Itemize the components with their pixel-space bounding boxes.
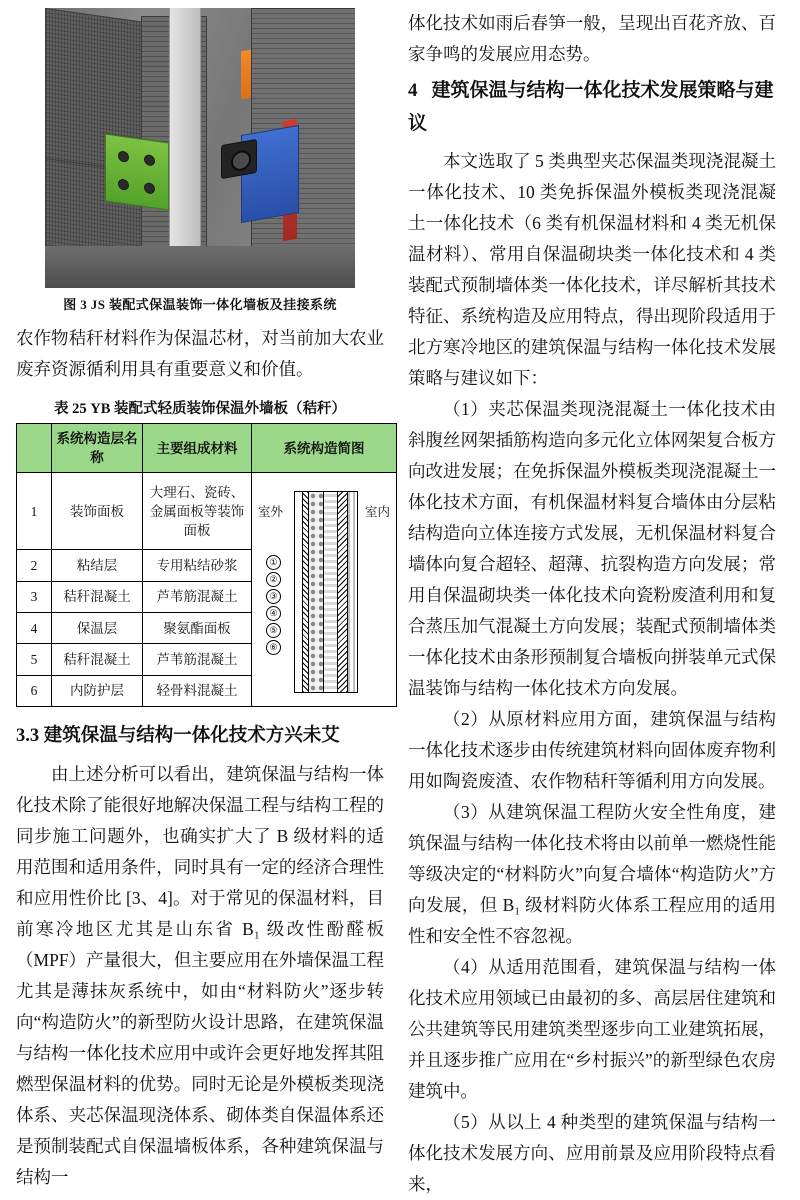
table-row — [17, 473, 397, 550]
cell-no: 1 — [17, 473, 52, 550]
callout-marker: ⑥ — [266, 640, 281, 655]
cell-layer-name: 秸秆混凝土 — [52, 581, 143, 612]
figure-3 — [45, 8, 355, 313]
paragraph-4-item-5: （5）从以上 4 种类型的建筑保温与结构一体化技术发展方向、应用前景及应用阶段特点看来， — [408, 1112, 776, 1194]
cell-no: 5 — [17, 644, 52, 675]
diagram-callouts — [266, 555, 281, 655]
cell-no: 3 — [17, 581, 52, 612]
section-heading-3-3: 3.3 建筑保温与结构一体化技术方兴未艾 — [16, 726, 340, 746]
cell-material: 聚氨酯面板 — [143, 612, 252, 643]
cell-layer-name: 装饰面板 — [52, 473, 143, 550]
callout-marker: ⑤ — [266, 623, 281, 638]
green-bracket-plate — [105, 134, 169, 211]
callout-marker: ② — [266, 572, 281, 587]
cell-layer-name: 秸秆混凝土 — [52, 644, 143, 675]
table-25 — [16, 423, 397, 707]
paragraph-3-3-1: 由上述分析可以看出，建筑保温与结构一体化技术除了能很好地解决保温工程与结构工程的同步施工问题外，也确实扩大了 B 级材料的适用范围和适用条件，同时具有一定的经济合理性和应用性价比 [3、4]。对于常见的保温材料，目前寒冷地区尤其是山东省 B₁ 级改性酚醛板（MPF）产量很大，但主要应用在外墙保温工程尤其是薄抹灰系统中，如由“材料防火”逐步转向“构造防火”的新型防火设计思路，在建筑保温与结构一体化技术应用中或许会更好地发挥其阻燃型保温材料的优势。同时无论是外模板类现浇体系、夹芯保温现浇体系、砌体类自保温体系还是预制装配式自保温墙板体系，各种建筑保温与结构一 — [16, 764, 384, 1187]
assembled-insulation-decoration-panel-photo — [45, 8, 355, 288]
paragraph-after-figure: 农作物秸秆材料作为保温芯材，对当前加大农业废弃资源循利用具有重要意义和价值。 — [16, 328, 384, 379]
table-header-diagram: 系统构造简图 — [252, 424, 397, 473]
cell-no: 2 — [17, 550, 52, 581]
paragraph-4-item-3: （3）从建筑保温工程防火安全性角度，建筑保温与结构一体化技术将由以前单一燃烧性能等级决定的“材料防火”向复合墙体“构造防火”方向发展，但 B₁ 级材料防火体系工程应用的适用性和安全性不容忽视。 — [408, 802, 776, 946]
callout-marker: ① — [266, 555, 281, 570]
paragraph-4-item-2: （2）从原材料应用方面，建筑保温与结构一体化技术逐步由传统建筑材料向固体废弃物利用如陶瓷废渣、农作物秸秆等循利用方向发展。 — [408, 709, 776, 791]
continued-paragraph: 体化技术如雨后春笋一般，呈现出百花齐放、百家争鸣的发展应用态势。 — [408, 13, 776, 64]
cell-layer-name: 内防护层 — [52, 675, 143, 706]
left-column — [16, 8, 390, 1187]
wall-construction-diagram — [252, 473, 397, 707]
cell-material: 芦苇筋混凝土 — [143, 581, 252, 612]
paragraph-4-item-4: （4）从适用范围看，建筑保温与结构一体化技术应用领域已由最初的多、高层居住建筑和公共建筑等民用建筑类型逐步向工业建筑拓展，并且逐步推广应用在“乡村振兴”的新型绿色农房建筑中。 — [408, 957, 776, 1101]
diagram-inside-label: 室内 — [364, 505, 390, 519]
cell-material: 专用粘结砂浆 — [143, 550, 252, 581]
right-column — [408, 8, 776, 1194]
section-number: 4 — [408, 80, 418, 101]
diagram-outside-label: 室外 — [258, 505, 284, 519]
section-heading-4 — [408, 74, 776, 140]
paragraph-4-item-1: （1）夹芯保温类现浇混凝土一体化技术由斜腹丝网架插筋构造向多元化立体网架复合板方向改进发展；在免拆保温外模板类现浇混凝土一体化技术方面，有机保温材料复合墙体由分层粘结构造向立体连接方式发展，无机保温材料复合墙体向复合超轻、超薄、抗裂构造方向发展；常用自保温砌块类一体化技术向瓷粉废渣利用和复合蒸压加气混凝土方向发展；装配式预制墙体类一体化技术由条形预制复合墙板向拼装单元式保温装饰与结构一体化技术方向发展。 — [408, 399, 776, 698]
callout-marker: ④ — [266, 606, 281, 621]
anchor-connector — [221, 139, 257, 179]
diagram-wall-layers — [294, 491, 358, 693]
table-header-row — [17, 424, 397, 473]
table-header-layer-name: 系统构造层名称 — [52, 424, 143, 473]
table-header-material: 主要组成材料 — [143, 424, 252, 473]
cell-no: 6 — [17, 675, 52, 706]
cell-layer-name: 保温层 — [52, 612, 143, 643]
cell-layer-name: 粘结层 — [52, 550, 143, 581]
table-header-no — [17, 424, 52, 473]
figure-caption: 图 3 JS 装配式保温装饰一体化墙板及挂接系统 — [63, 297, 337, 312]
callout-marker: ③ — [266, 589, 281, 604]
cell-no: 4 — [17, 612, 52, 643]
table-25-title: 表 25 YB 装配式轻质装饰保温外墙板（秸秆） — [53, 401, 347, 417]
section-label: 建筑保温与结构一体化技术发展策略与建议 — [408, 80, 774, 134]
paragraph-4-intro: 本文选取了 5 类典型夹芯保温类现浇混凝土一体化技术、10 类免拆保温外模板类现浇混凝土一体化技术（6 类有机保温材料和 4 类无机保温材料）、常用自保温砌块类一体化技术和 4 类装配式预制墙体类一体化技术，详尽解析其技术特征、系统构造及应用特点，得出现阶段适用于北方寒冷地区的建筑保温与结构一体化技术发展策略与建议如下： — [408, 151, 776, 388]
cell-material: 芦苇筋混凝土 — [143, 644, 252, 675]
cell-material: 轻骨料混凝土 — [143, 675, 252, 706]
cell-material: 大理石、瓷砖、金属面板等装饰面板 — [143, 473, 252, 550]
